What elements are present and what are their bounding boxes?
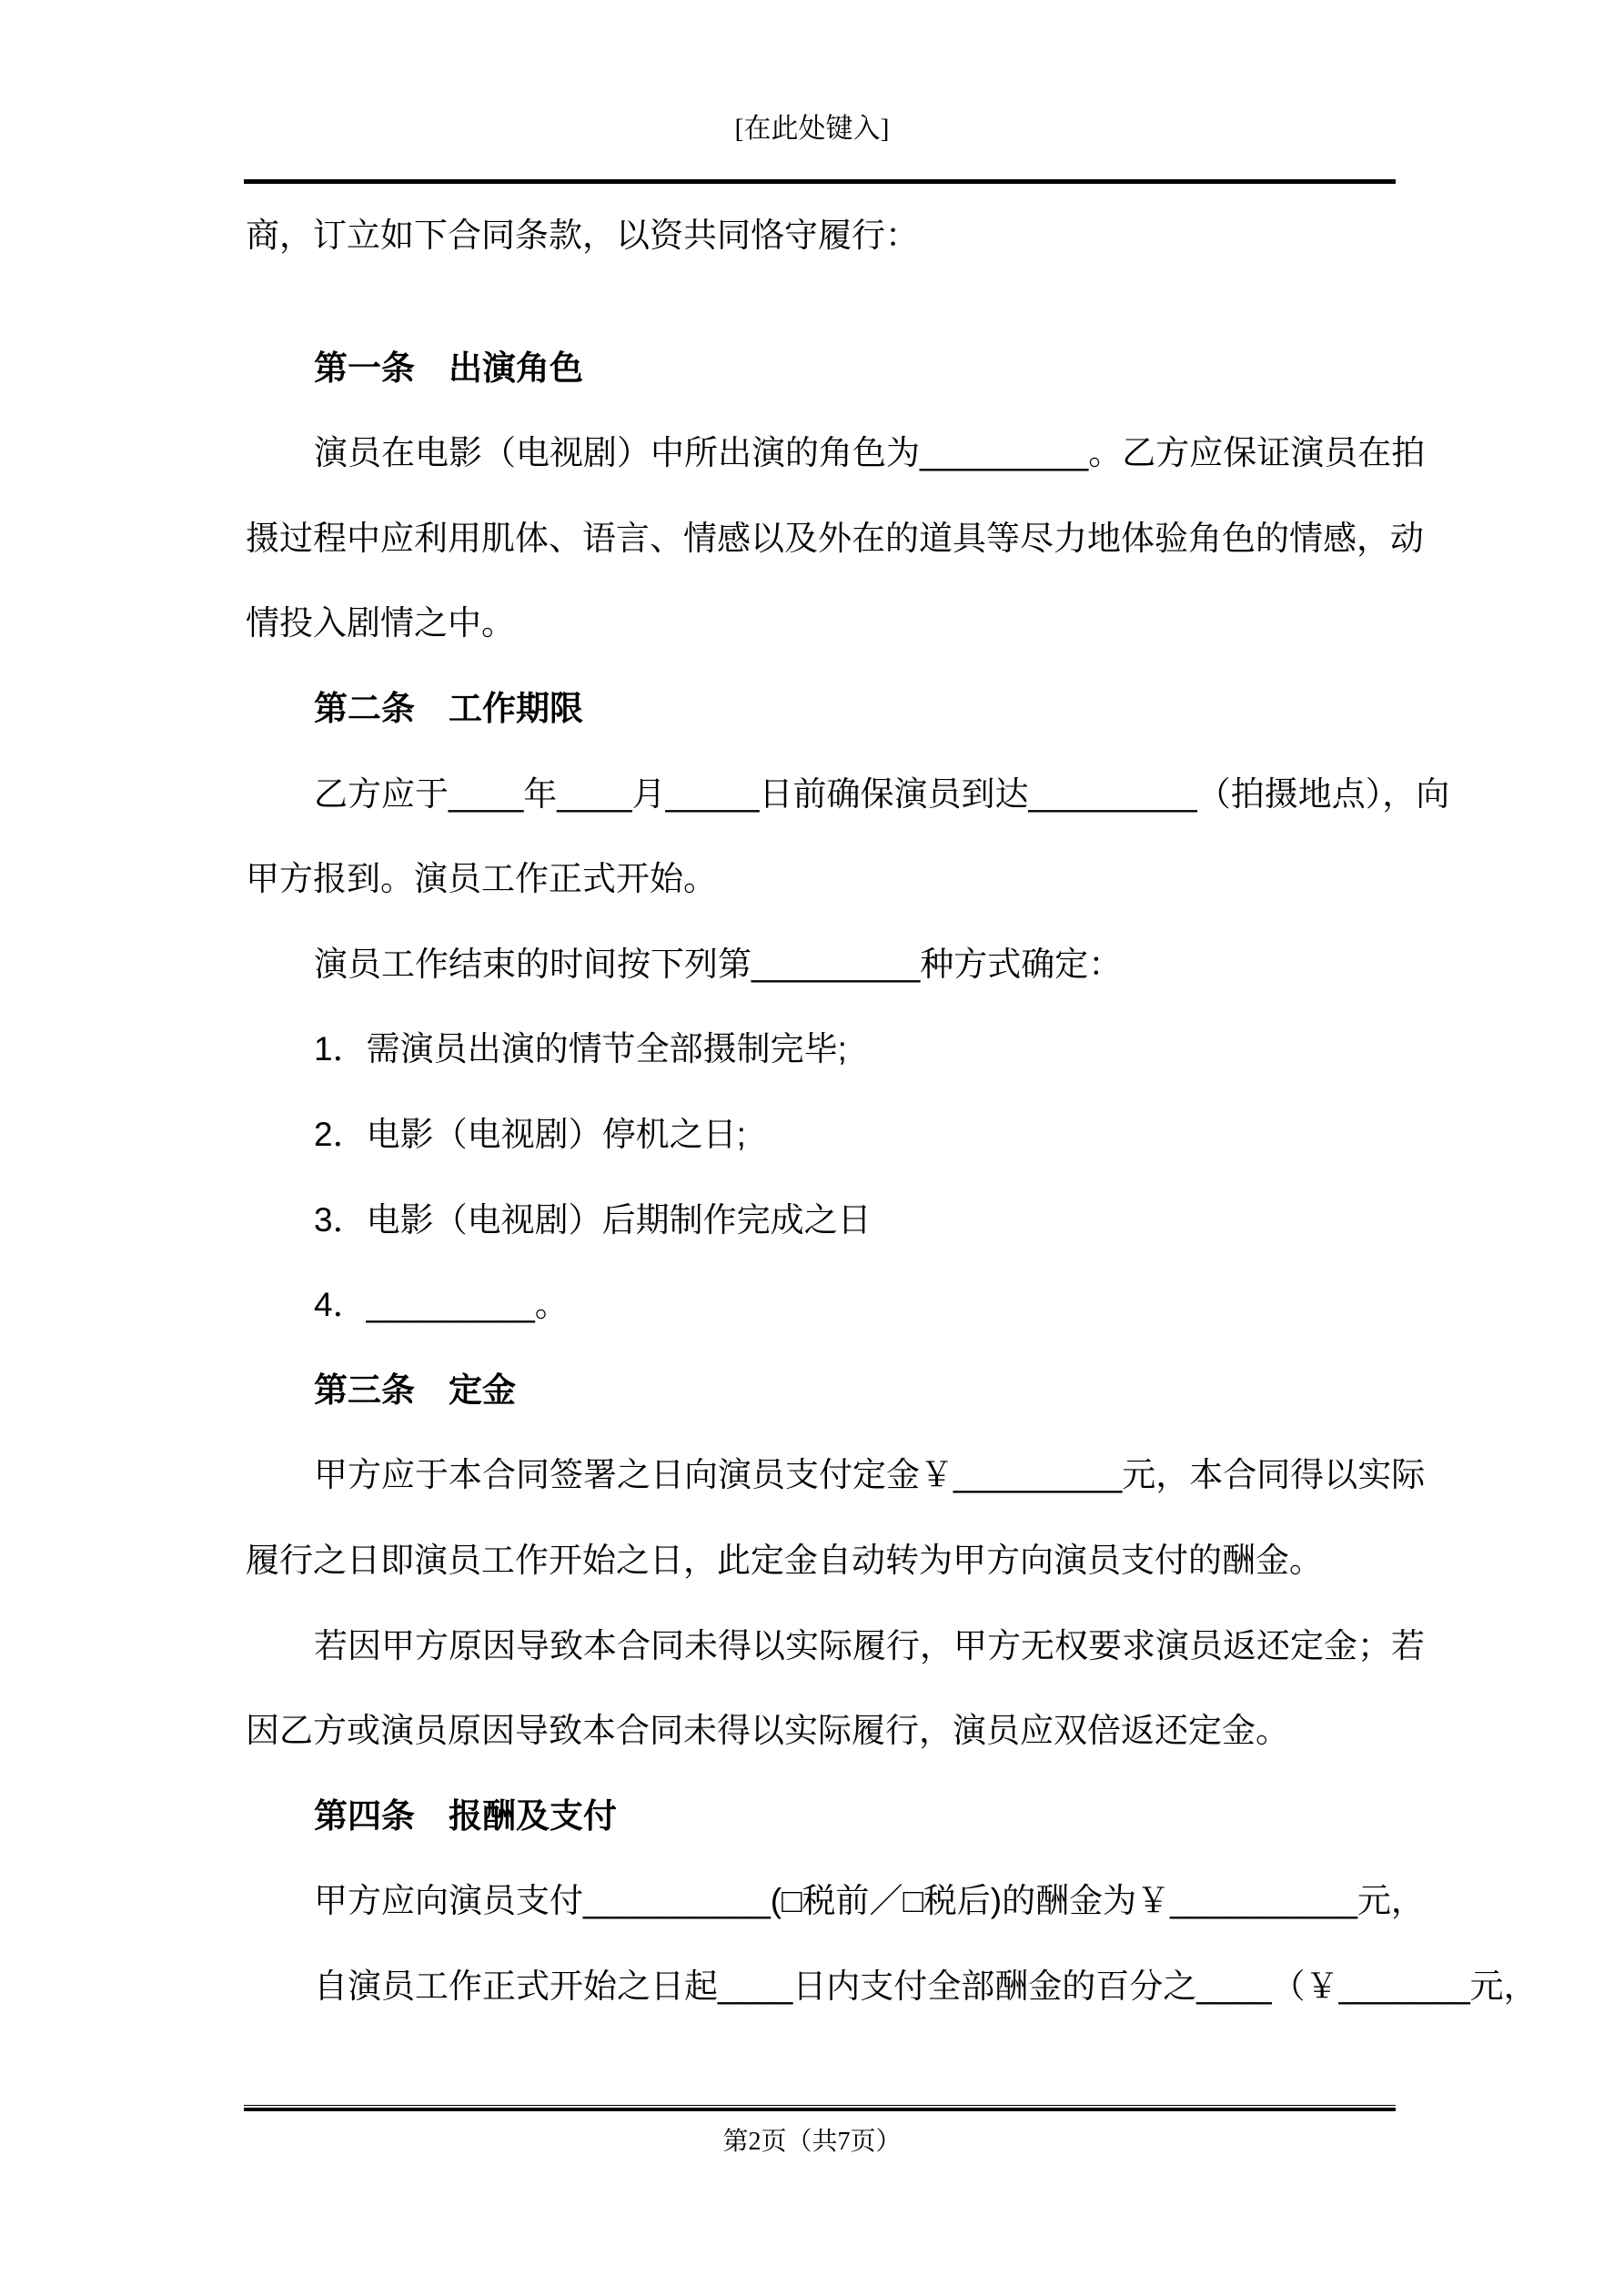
contract-text-line: 商，订立如下合同条款，以资共同恪守履行： xyxy=(246,217,919,254)
footer-rule xyxy=(244,2105,1396,2111)
header-rule xyxy=(244,179,1396,184)
contract-text-line: 情投入剧情之中。 xyxy=(246,604,515,642)
contract-text-line: 甲方应于本合同签署之日向演员支付定金￥_________元，本合同得以实际 xyxy=(314,1456,1426,1494)
contract-text-line: 演员在电影（电视剧）中所出演的角色为_________。乙方应保证演员在拍 xyxy=(314,434,1426,472)
contract-text-line: 演员工作结束的时间按下列第_________种方式确定： xyxy=(314,945,1123,983)
contract-text-line: 摄过程中应利用肌体、语言、情感以及外在的道具等尽力地体验角色的情感，动 xyxy=(246,519,1424,557)
contract-text-line: 乙方应于____年____月_____日前确保演员到达_________（拍摄地点），向 xyxy=(314,774,1450,813)
contract-heading-line: 第四条 报酬及支付 xyxy=(314,1796,617,1835)
contract-text-line: 2．电影（电视剧）停机之日; xyxy=(314,1116,746,1153)
contract-text-line: 3．电影（电视剧）后期制作完成之日 xyxy=(314,1200,872,1239)
contract-text-line: 若因甲方原因导致本合同未得以实际履行，甲方无权要求演员返还定金；若 xyxy=(314,1626,1425,1664)
contract-text-line: 1．需演员出演的情节全部摄制完毕; xyxy=(314,1030,847,1068)
contract-text-line: 4．_________。 xyxy=(314,1286,569,1324)
contract-text-line: 自演员工作正式开始之日起____日内支付全部酬金的百分之____（￥_______元， xyxy=(314,1967,1538,2005)
contract-heading-line: 第二条 工作期限 xyxy=(314,690,583,727)
contract-text-line: 甲方报到。演员工作正式开始。 xyxy=(246,860,717,898)
contract-text-line: 因乙方或演员原因导致本合同未得以实际履行，演员应双倍返还定金。 xyxy=(246,1712,1289,1750)
contract-text-line: 履行之日即演员工作开始之日，此定金自动转为甲方向演员支付的酬金。 xyxy=(246,1542,1323,1579)
contract-text-line: 甲方应向演员支付__________(□税前／□税后)的酬金为￥__________元， xyxy=(314,1882,1425,1920)
contract-heading-line: 第三条 定金 xyxy=(314,1371,516,1409)
page-number-text: 第2页（共7页） xyxy=(722,2128,902,2156)
contract-heading-line: 第一条 出演角色 xyxy=(314,349,583,387)
header-type-here-placeholder: [在此处键入] xyxy=(734,114,890,144)
